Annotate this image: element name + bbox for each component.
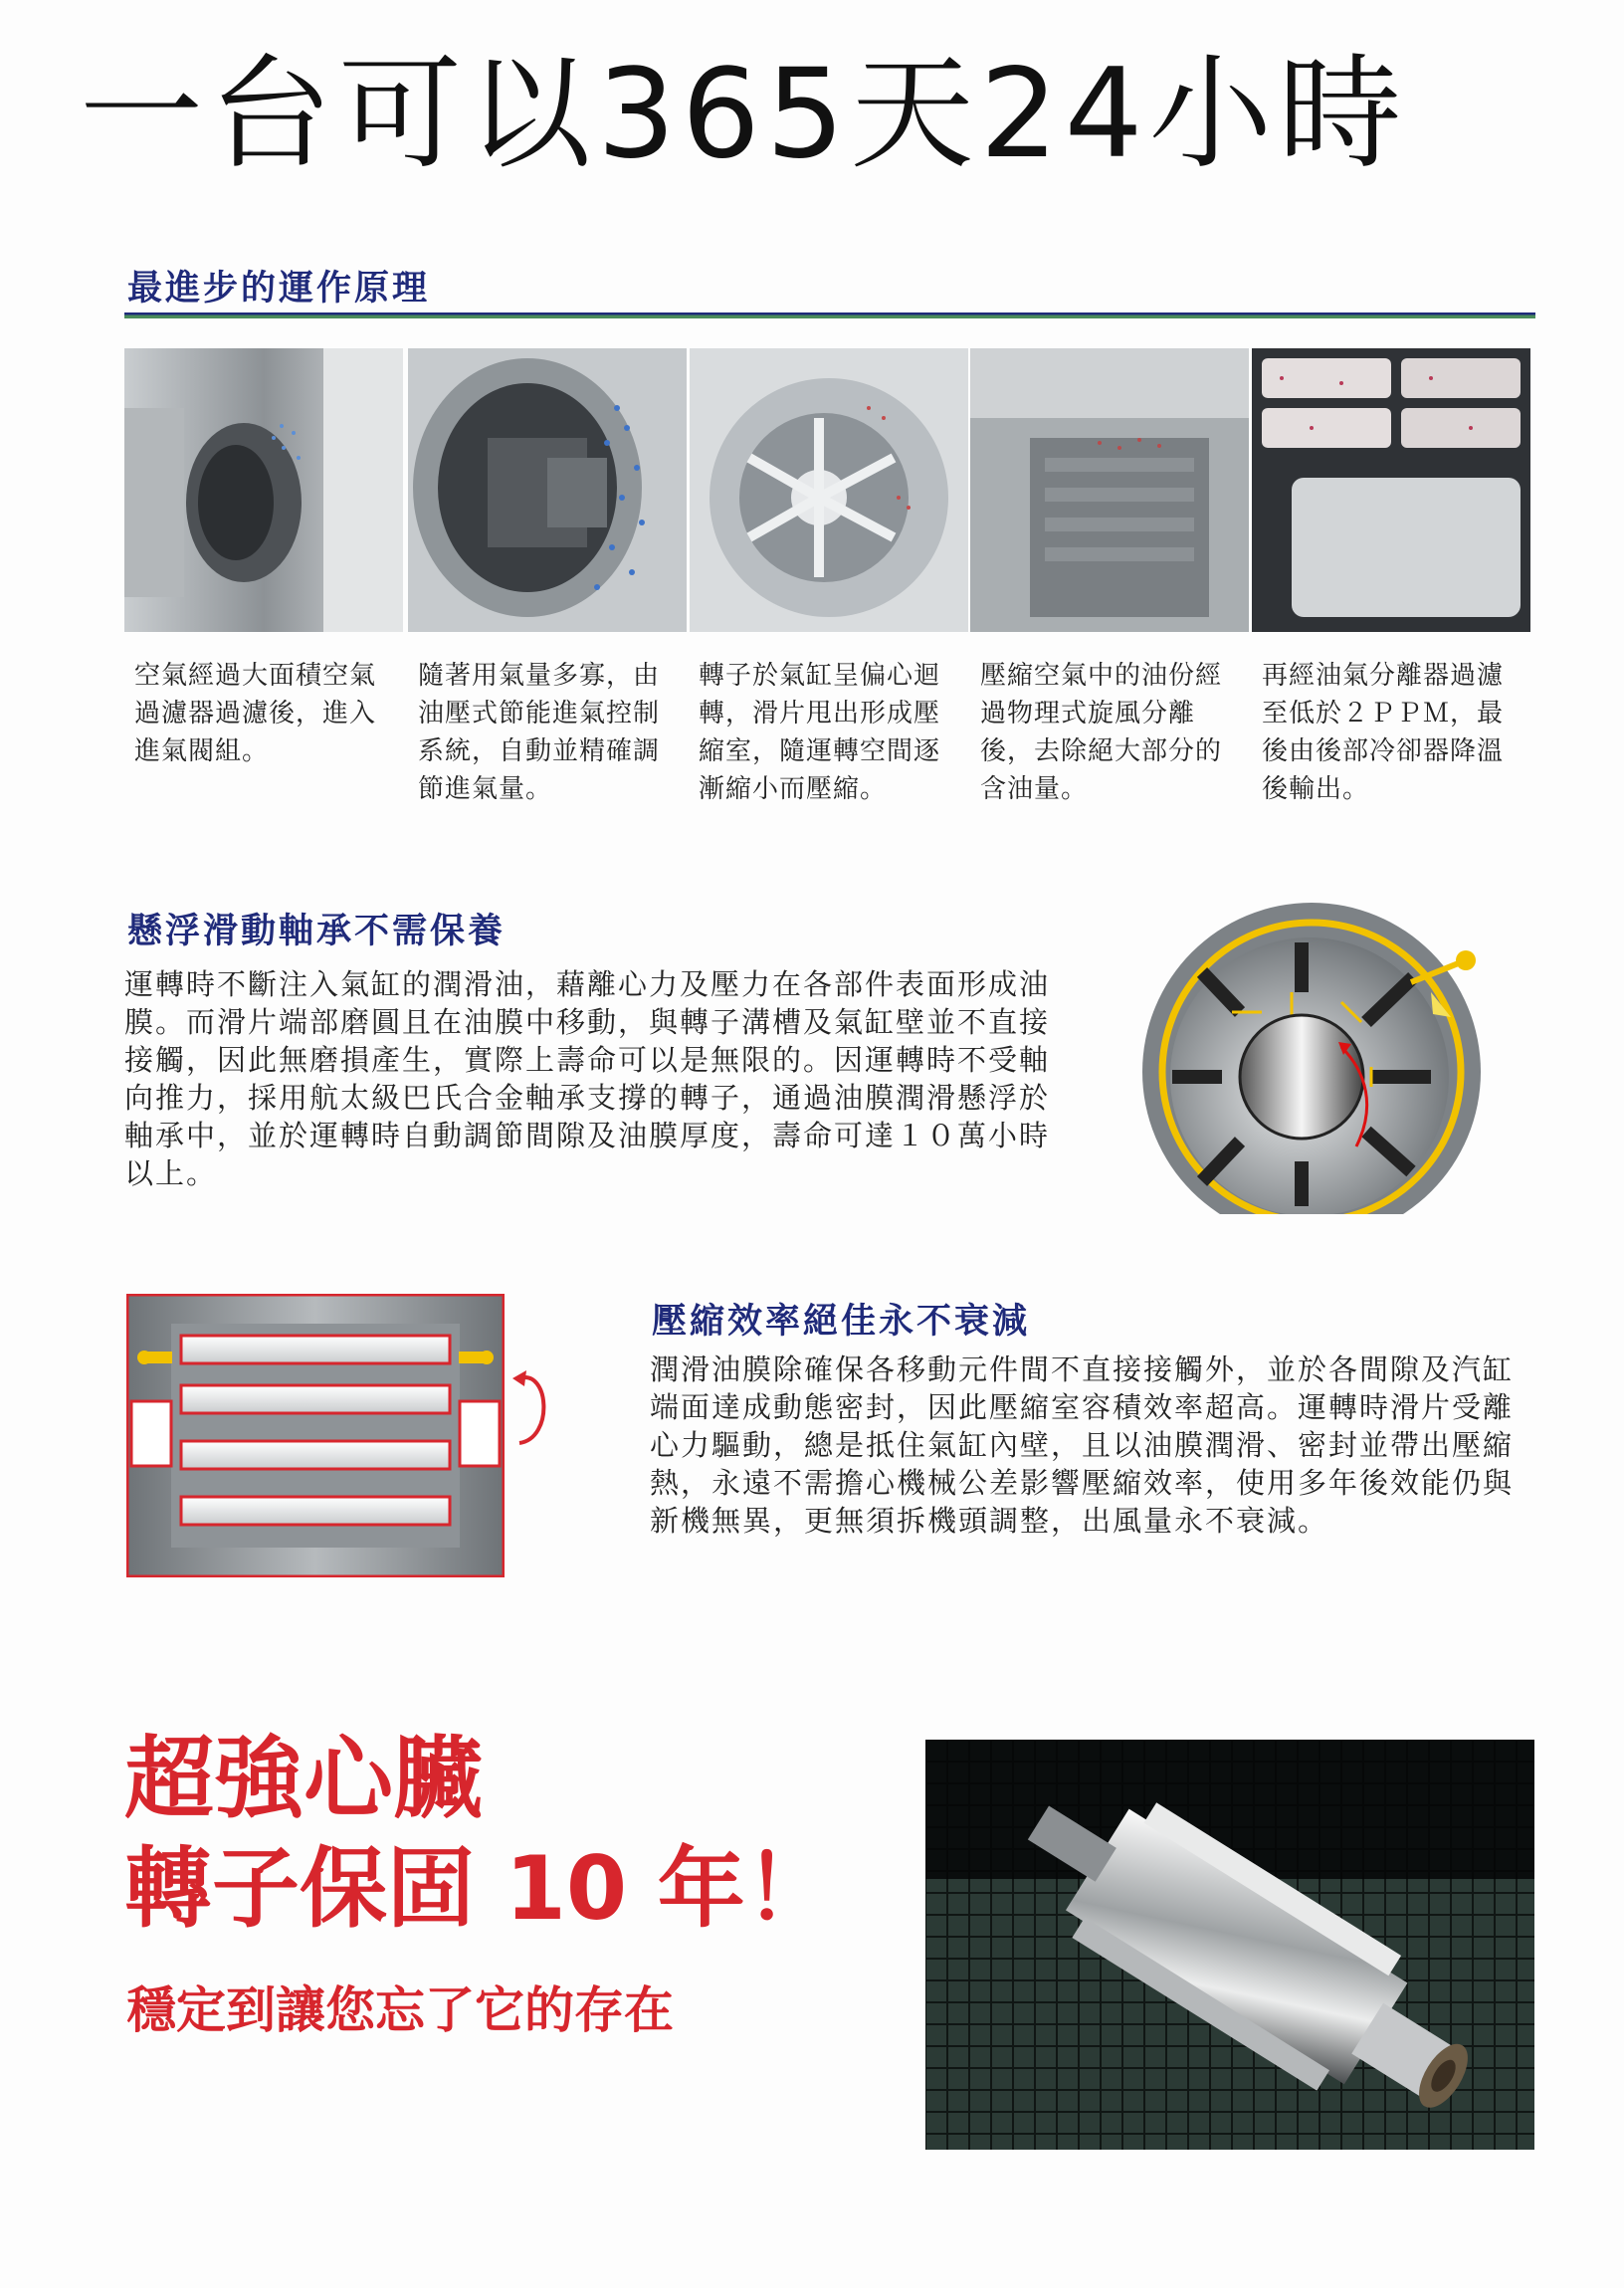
principle-section-title: 最進步的運作原理 (127, 269, 431, 309)
intake-valve-image (408, 348, 687, 632)
promo-tagline: 穩定到讓您忘了它的存在 (126, 1981, 674, 2039)
page-title: 一台可以365天24小時 (80, 43, 1408, 186)
section-divider (124, 312, 1535, 318)
rotation-arrow-icon (505, 1358, 556, 1458)
sliding-bearing-diagram (1132, 873, 1496, 1214)
cyclone-separator-image (970, 348, 1249, 632)
promo-warranty-headline: 轉子保固 10 年！ (124, 1837, 833, 1940)
promo-headline: 超強心臟 (124, 1727, 483, 1831)
rotor-product-image (925, 1740, 1534, 2150)
bearing-section-title: 懸浮滑動軸承不需保養 (127, 912, 507, 951)
rotor-chamber-image (690, 348, 968, 632)
step-1-caption: 空氣經過大面積空氣過濾器過濾後，進入進氣閥組。 (134, 661, 377, 766)
intake-filter-image (124, 348, 403, 632)
efficiency-body-text: 潤滑油膜除確保各移動元件間不直接接觸外，並於各間隙及汽缸端面達成動態密封，因此壓縮室容積效率超高。運轉時滑片受離心力驅動，總是抵住氣缸內壁，且以油膜潤滑、密封並帶出壓縮熱，永遠不需擔心機械公差影響壓縮效率，使用多年後效能仍與新機無異，更無須拆機頭調整，出風量永不衰減。 (650, 1352, 1515, 1538)
efficiency-section-title: 壓縮效率絕佳永不衰減 (652, 1302, 1031, 1342)
compression-chamber-diagram (126, 1294, 505, 1577)
bearing-body-text: 運轉時不斷注入氣缸的潤滑油，藉離心力及壓力在各部件表面形成油膜。而滑片端部磨圓且在油膜中移動，與轉子溝槽及氣缸壁並不直接接觸，因此無磨損產生，實際上壽命可以是無限的。因運轉時不受軸向推力，採用航太級巴氏合金軸承支撐的轉子，通過油膜潤滑懸浮於軸承中，並於運轉時自動調節間隙及油膜厚度，壽命可達１０萬小時以上。 (124, 967, 1051, 1190)
step-5-caption: 再經油氣分離器過濾至低於２ＰＰＭ，最後由後部冷卻器降溫後輸出。 (1262, 661, 1505, 804)
oil-separator-image (1252, 348, 1530, 632)
step-3-caption: 轉子於氣缸呈偏心迴轉，滑片甩出形成壓縮室，隨運轉空間逐漸縮小而壓縮。 (699, 661, 941, 804)
step-4-caption: 壓縮空氣中的油份經過物理式旋風分離後，去除絕大部分的含油量。 (980, 661, 1223, 804)
step-2-caption: 隨著用氣量多寡，由油壓式節能進氣控制系統，自動並精確調節進氣量。 (418, 661, 661, 804)
